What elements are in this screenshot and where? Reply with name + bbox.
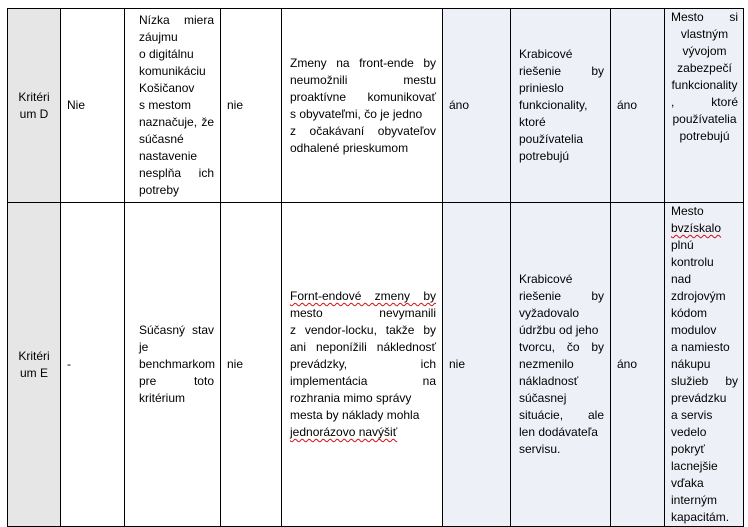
text-line: používatelia	[519, 132, 584, 146]
text-line: situácie, ale	[519, 408, 604, 422]
text-line: lacnejšie	[671, 459, 718, 473]
text-line: vedelo	[671, 425, 707, 439]
text-line: pokryť	[671, 442, 705, 456]
criterion-e-label-line: um E	[19, 365, 48, 380]
text-line: nesplňa ich	[139, 166, 214, 180]
text-line: riešenie by	[519, 289, 604, 303]
text-line: kódom	[671, 306, 708, 320]
text-line: , ktoré	[671, 95, 738, 109]
text-line: nastavenie	[139, 149, 198, 163]
text-line: potrebujú	[519, 149, 570, 163]
criterion-e-col8-cell	[665, 203, 744, 527]
text-line: tvorcu, čo by	[519, 340, 604, 354]
text-line: odhalené prieskumom	[290, 140, 409, 155]
criterion-d-col4-cell	[282, 9, 443, 203]
criterion-d-col3-cell	[221, 9, 282, 203]
criterion-e-label-cell	[8, 203, 61, 527]
text-line: Súčasný stav	[139, 323, 214, 337]
table-row-criterion-e	[8, 203, 744, 527]
text-line: nad	[671, 272, 692, 286]
text-line: plnú kontrolu	[671, 238, 714, 269]
criterion-d-label-line: um D	[19, 106, 49, 121]
text-line: kapacitám.	[671, 510, 730, 524]
criterion-d-col1-cell	[61, 9, 125, 203]
text-line: implementácia na	[290, 374, 436, 388]
criterion-e-col7-cell	[611, 203, 665, 527]
text-line: neumožnili mestu	[290, 72, 436, 87]
text-line: interným	[671, 493, 718, 507]
text-line: Košičanov	[139, 81, 195, 95]
criterion-e-col1-cell	[61, 203, 125, 527]
criterion-d-col7-cell	[611, 9, 665, 203]
text-line: kritérium	[139, 391, 186, 405]
text-line: prinieslo	[519, 81, 564, 95]
text-line: funkcionality	[671, 78, 738, 92]
text-line: vlastným	[680, 27, 729, 41]
criterion-e-col7-text: áno	[617, 357, 638, 371]
text-line: Mesto si	[671, 10, 738, 24]
criterion-e-col1-text: -	[67, 357, 71, 371]
criterion-d-col1-text: Nie	[67, 98, 86, 112]
text-line: bvzískalo	[671, 221, 722, 235]
criterion-e-col3-cell	[221, 203, 282, 527]
text-line: naznačuje, že	[139, 115, 214, 129]
criterion-e-label-line: Kritéri	[18, 348, 50, 363]
text-line: Krabicové	[519, 272, 573, 286]
text-line	[671, 220, 738, 237]
criterion-d-col3-text: nie	[227, 98, 244, 112]
text-line	[290, 424, 436, 441]
text-line: riešenie by	[519, 64, 604, 78]
text-line: používatelia	[672, 112, 737, 126]
text-line: Nízka miera	[139, 13, 214, 27]
text-line: zabezpečí	[677, 61, 732, 75]
text-line: a namiesto	[671, 340, 730, 354]
text-line: komunikáciu	[139, 64, 206, 78]
text-line: Zmeny na front-ende by	[290, 55, 436, 70]
text-line: zdrojovým	[671, 289, 726, 303]
text-line: pre toto	[139, 374, 214, 388]
text-line: súčasné	[139, 132, 184, 146]
text-line: potreby	[139, 183, 180, 197]
text-line: potrebujú	[679, 129, 730, 143]
criterion-e-col5-cell	[443, 203, 511, 527]
text-line: modulov	[671, 323, 717, 337]
text-line: je	[139, 340, 149, 354]
text-line: záujmu	[139, 30, 178, 44]
text-line: ani neponížili náklednosť	[290, 340, 436, 354]
text-line	[290, 322, 436, 339]
text-line: vyžadovalo	[519, 306, 580, 320]
text-line: prevádzku	[671, 391, 727, 405]
text-line: súčasnej	[519, 391, 567, 405]
table-row-criterion-d	[8, 9, 744, 203]
criterion-e-col4-cell	[282, 203, 443, 527]
text-line: z vendor-locku, takže by	[290, 323, 436, 337]
criterion-e-col3-text: nie	[227, 357, 244, 371]
text-line: mesto nevymanili	[290, 306, 436, 320]
criterion-d-col8-cell	[665, 9, 744, 203]
text-line: proaktívne komunikovať	[290, 89, 436, 104]
criterion-d-label-line: Kritéri	[18, 89, 50, 104]
text-line: z očakávaní obyvateľov	[290, 123, 436, 138]
text-line: benchmarkom	[139, 357, 216, 371]
criterion-e-col6-cell	[511, 203, 611, 527]
criterion-d-col5-text: áno	[449, 98, 470, 112]
text-line: s obyvateľmi, čo je jedno	[290, 106, 423, 121]
criteria-table	[7, 8, 744, 527]
text-line: funkcionality,	[519, 98, 588, 112]
text-line: Fornt-endové zmeny by	[290, 289, 436, 303]
text-line: nákupu	[671, 357, 711, 371]
criterion-d-col2-cell	[125, 9, 221, 203]
text-line: údržbu od jeho	[519, 323, 599, 337]
text-line: rozhrania mimo správy	[290, 391, 412, 405]
text-line: ktoré	[519, 115, 546, 129]
text-line: mesta by náklady mohla	[290, 408, 420, 422]
text-line: a servis	[671, 408, 713, 422]
text-line: Krabicové	[519, 47, 573, 61]
text-line: len dodávateľa	[519, 425, 598, 439]
text-line: vďaka	[671, 476, 704, 490]
text-line: Mesto	[671, 204, 704, 218]
text-line: nezmenilo	[519, 357, 574, 371]
criterion-d-col7-text: áno	[617, 98, 638, 112]
text-line: vývojom	[682, 44, 727, 58]
text-line	[290, 288, 436, 305]
text-line: prevádzky, ich	[290, 357, 436, 371]
criterion-e-col2-cell	[125, 203, 221, 527]
text-line: o digitálnu	[139, 47, 194, 61]
criterion-d-col5-cell	[443, 9, 511, 203]
text-line: servisu.	[519, 442, 561, 456]
text-line: nákladnosť	[519, 374, 579, 388]
text-line: služieb by	[671, 374, 738, 388]
criterion-e-col5-text: nie	[449, 357, 466, 371]
criterion-d-label-cell	[8, 9, 61, 203]
criterion-d-col6-cell	[511, 9, 611, 203]
text-line: s mestom	[139, 98, 192, 112]
text-line: jednorázovo navýšiť	[290, 425, 398, 439]
